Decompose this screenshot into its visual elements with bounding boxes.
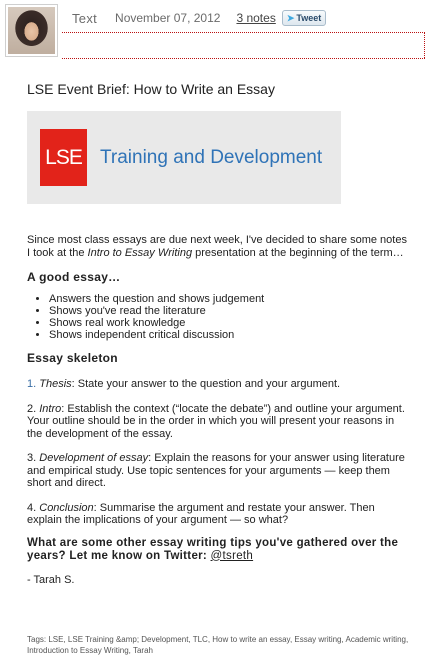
avatar-photo — [8, 7, 55, 54]
post-meta — [62, 4, 425, 33]
post-date: November 07, 2012 — [115, 11, 221, 25]
avatar[interactable] — [5, 4, 58, 57]
twitter-handle-link[interactable]: @tsreth — [210, 549, 254, 562]
skeleton-item: 1. Thesis: State your answer to the question and your argument. — [27, 378, 341, 390]
skeleton-heading: Essay skeleton — [27, 350, 118, 365]
good-essay-list — [27, 293, 407, 341]
tags-line: Tags: LSE, LSE Training &amp; Development, TLC, How to write an essay, Essay writing, Academic writing, Introduction to Essay Writing, Tarah — [27, 635, 409, 655]
signoff: - Tarah S. — [27, 573, 75, 586]
skeleton-item: 4. Conclusion: Summarise the argument and restate your answer. Then explain the implications of your argument — so what? — [27, 501, 375, 526]
list-item: • Shows you've read the literature — [49, 305, 407, 317]
good-essay-heading: A good essay… — [27, 270, 121, 284]
post-title: LSE Event Brief: How to Write an Essay — [27, 81, 275, 97]
skeleton-item: 2. Intro: Establish the context (“locate the debate”) and outline your argument. Your outline should be in the order in which you will present your reasons in the development of the essay. — [27, 402, 405, 440]
tweet-label: Tweet — [296, 13, 322, 23]
twitter-bird-icon: ➤ — [286, 12, 295, 23]
banner-text: Training and Development — [100, 147, 323, 168]
post-type: Text — [72, 10, 98, 26]
lse-logo: LSE — [40, 129, 87, 186]
closing-question: What are some other essay writing tips you've gathered over the years? Let me know on Twitter: @tsreth — [27, 536, 399, 562]
intro-paragraph: Since most class essays are due next week, I've decided to share some notes I took at the Intro to Essay Writing presentation at the beginning of the term… — [27, 234, 407, 259]
divider — [62, 58, 425, 59]
notes-link[interactable]: 3 notes — [236, 11, 276, 25]
list-item: • Shows independent critical discussion — [49, 329, 407, 341]
lse-banner-image — [27, 111, 341, 204]
skeleton-item: 3. Development of essay: Explain the reasons for your answer using literature and empirical study. Use topic sentences for your arguments — keep them short and direct. — [27, 452, 405, 489]
divider — [424, 32, 425, 58]
post-header — [0, 0, 434, 62]
tweet-button[interactable] — [282, 10, 326, 26]
list-item: • Shows real work knowledge — [49, 317, 407, 329]
list-item: • Answers the question and shows judgement — [49, 293, 407, 305]
post-body — [27, 234, 407, 586]
